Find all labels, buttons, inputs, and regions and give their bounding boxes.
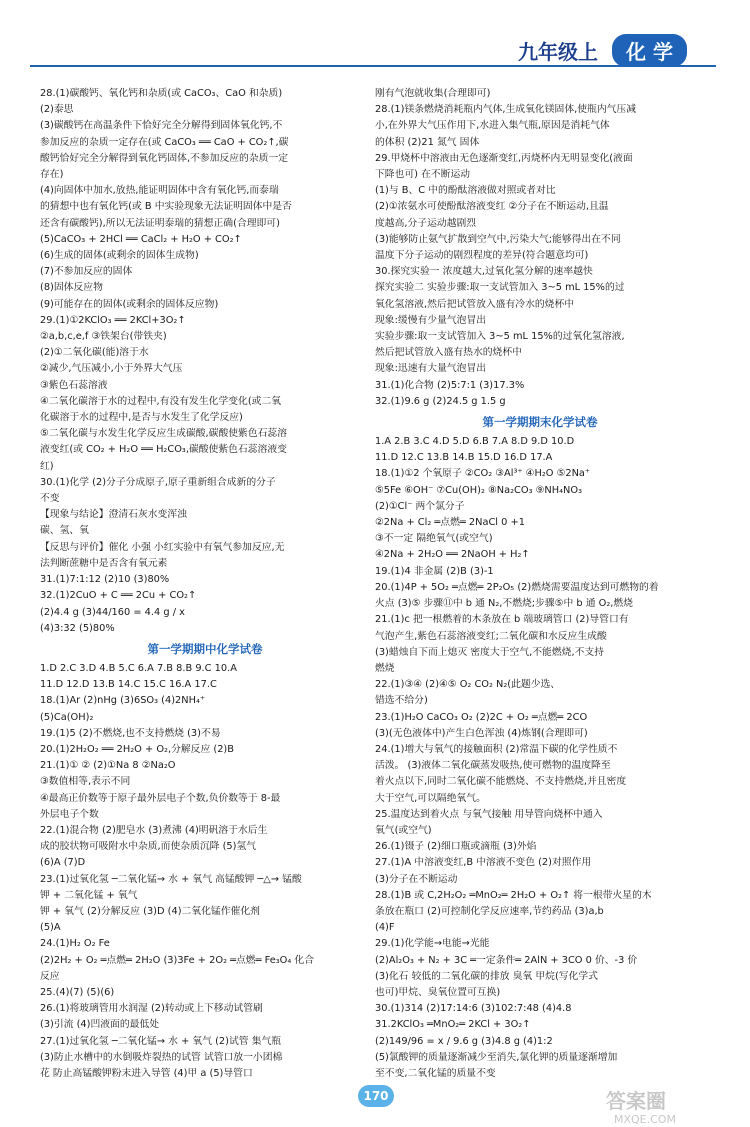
watermark-logo-icon — [600, 1086, 740, 1126]
answer-line: 29.甲烧杯中溶液由无色逐渐变红,丙烧杯内无明显变化(液面 — [375, 152, 633, 164]
answer-column-right — [375, 86, 705, 1082]
answer-line: (5)A — [40, 922, 61, 934]
answer-line: ⑤5Fe ⑥OH⁻ ⑦Cu(OH)₂ ⑧Na₂CO₃ ⑨NH₄NO₃ — [375, 484, 583, 496]
answer-line: 花 防止高锰酸钾粉末进入导管 (4)甲 a (5)导管口 — [40, 1067, 253, 1079]
answer-line: 24.(1)增大与氧气的接触面积 (2)常温下碳的化学性质不 — [375, 743, 618, 755]
answer-line: 探究实验二 实验步骤:取一支试管加入 3~5 mL 15%的过 — [375, 282, 625, 294]
answer-line: (2)149/96 = x / 9.6 g (3)4.8 g (4)1:2 — [375, 1035, 553, 1047]
answer-line: ④二氧化碳溶于水的过程中,有没有发生化学变化(或二氧 — [40, 395, 282, 407]
answer-line: ③紫色石蕊溶液 — [40, 379, 108, 391]
answer-line: 红) — [40, 460, 54, 472]
answer-line: 18.(1)Ar (2)nHg (3)6SO₃ (4)2NH₄⁺ — [40, 695, 206, 707]
answer-line: (5)氯酸钾的质量逐渐减少至消失,氯化钾的质量逐渐增加 — [375, 1051, 618, 1063]
answer-line: 度越高,分子运动越剧烈 — [375, 217, 477, 229]
answer-line: 条放在瓶口 (2)可控制化学反应速率,节约药品 (3)a,b — [375, 905, 604, 917]
answer-line: 22.(1)混合物 (2)肥皂水 (3)煮沸 (4)明矾溶于水后生 — [40, 824, 268, 836]
answer-line: 碳、氢、氧 — [40, 525, 89, 537]
answer-line: 错选不给分) — [375, 695, 428, 707]
answer-line: 30.探究实验一 浓度越大,过氧化氢分解的速率越快 — [375, 266, 593, 278]
header-rule — [30, 65, 716, 67]
answer-line: 着火点以下,同时二氧化碳不能燃烧、不支持燃烧,并且密度 — [375, 776, 627, 788]
grade-label: 九年级上 — [518, 40, 598, 64]
answer-line: 18.(1)①2 个氧原子 ②CO₂ ③Al³⁺ ④H₂O ⑤2Na⁺ — [375, 468, 591, 480]
answer-line: 小,在外界大气压作用下,水进入集气瓶,原因是消耗气体 — [375, 120, 610, 132]
answer-line: ③数值相等,表示不同 — [40, 776, 131, 788]
answer-line: 30.(1)化学 (2)分子分成原子,原子重新组合成新的分子 — [40, 476, 276, 488]
answer-line: (9)可能存在的固体(或剩余的固体反应物) — [40, 298, 219, 310]
answer-line: ②a,b,c,e,f ③铁架台(带铁夹) — [40, 331, 167, 343]
answer-line: 31.2KClO₃ ═MnO₂═ 2KCl + 3O₂↑ — [375, 1019, 531, 1031]
answer-line: 26.(1)镊子 (2)细口瓶或滴瓶 (3)外焰 — [375, 841, 537, 853]
answer-line: (3)化石 较低的二氧化碳的排放 臭氧 甲烷(写化学式 — [375, 970, 598, 982]
subject-badge: 化 学 — [612, 34, 687, 67]
answer-line: 21.(1)① ② (2)①Na 8 ②Na₂O — [40, 760, 176, 772]
answer-line: 燃烧 — [375, 662, 395, 674]
answer-line: 25.(4)(7) (5)(6) — [40, 986, 115, 998]
answer-line: 氧化氢溶液,然后把试管放入盛有冷水的烧杯中 — [375, 298, 575, 310]
answer-line: 刚有气泡就收集(合理即可) — [375, 88, 491, 99]
answer-line: 法判断蔗糖中是否含有氧元素 — [40, 557, 168, 569]
answer-line: 1.D 2.C 3.D 4.B 5.C 6.A 7.B 8.B 9.C 10.A — [40, 662, 237, 674]
answer-line: 20.(1)2H₂O₂ ══ 2H₂O + O₂,分解反应 (2)B — [40, 743, 234, 755]
answer-line: 28.(1)镁条燃烧消耗瓶内气体,生成氧化镁固体,使瓶内气压减 — [375, 104, 637, 116]
answer-line: 反应 — [40, 970, 60, 982]
answer-line: 19.(1)5 (2)不燃烧,也不支持燃烧 (3)不易 — [40, 727, 221, 739]
answer-line: (1)与 B、C 中的酚酞溶液做对照或者对比 — [375, 185, 556, 197]
answer-line: 还含有碳酸钙),所以无法证明泰瑞的猜想正确(合理即可) — [40, 217, 280, 229]
answer-line: (6)生成的固体(或剩余的固体生成物) — [40, 250, 199, 262]
answer-line: 24.(1)H₂ O₂ Fe — [40, 938, 110, 950]
answer-line: 23.(1)过氧化氢 ─二氧化锰→ 水 + 氧气 高锰酸钾 ─△→ 锰酸 — [40, 873, 302, 885]
answer-line: 27.(1)A 中溶液变红,B 中溶液不变色 (2)对照作用 — [375, 857, 592, 869]
answer-line: ③不一定 隔绝氧气(或空气) — [375, 533, 493, 545]
answer-line: 化碳溶于水的过程中,是否与水发生了化学反应) — [40, 412, 243, 424]
answer-line: 现象:缓慢有少量气泡冒出 — [375, 314, 487, 326]
answer-line: (3)防止水槽中的水倒吸炸裂热的试管 试管口放一小团棉 — [40, 1051, 283, 1063]
answer-line: 22.(1)③④ (2)④⑤ O₂ CO₂ N₂(此题少选、 — [375, 679, 561, 691]
answer-line: ④2Na + 2H₂O ══ 2NaOH + H₂↑ — [375, 549, 530, 561]
answer-line: (3)分子在不断运动 — [375, 873, 458, 885]
answer-line: 1.A 2.B 3.C 4.D 5.D 6.B 7.A 8.D 9.D 10.D — [375, 436, 575, 448]
answer-line: ④最高正价数等于原子最外层电子个数,负价数等于 8-最 — [40, 792, 281, 804]
answer-line: (3)(无色液体中)产生白色浑浊 (4)炼钢(合理即可) — [375, 727, 588, 739]
answer-line: 32.(1)9.6 g (2)24.5 g 1.5 g — [375, 395, 506, 407]
answer-line: 气泡产生,紫色石蕊溶液变红;二氧化碳和水反应生成酸 — [375, 630, 607, 642]
answer-line: (4)3:32 (5)80% — [40, 622, 115, 634]
answer-line: 32.(1)2CuO + C ══ 2Cu + CO₂↑ — [40, 590, 197, 602]
answer-line: 11.D 12.D 13.B 14.C 15.C 16.A 17.C — [40, 679, 217, 691]
answer-line: (3)碳酸钙在高温条件下恰好完全分解得到固体氧化钙,不 — [40, 120, 283, 132]
answer-line: 成的胶状物可吸附水中杂质,而使杂质沉降 (5)氢气 — [40, 841, 257, 853]
answer-line: (2)2H₂ + O₂ ═点燃═ 2H₂O (3)3Fe + 2O₂ ═点燃═ Fe₃O₄ 化合 — [40, 954, 315, 966]
answer-line: 31.(1)7:1:12 (2)10 (3)80% — [40, 574, 170, 586]
svg-text:答案圈: 答案圈 — [606, 1089, 666, 1113]
answer-line: (8)固体反应物 — [40, 282, 103, 294]
answer-line: (4)F — [375, 922, 395, 934]
section-title: 第一学期期中化学试卷 — [147, 641, 263, 656]
answer-line: (2)①Cl⁻ 两个氯分子 — [375, 500, 465, 512]
answer-line: 至不变,二氧化锰的质量不变 — [375, 1067, 496, 1079]
answer-line: (4)向固体中加水,放热,能证明固体中含有氧化钙,而泰瑞 — [40, 185, 279, 197]
answer-line: (3)能够防止氨气扩散到空气中,污染大气;能够得出在不同 — [375, 233, 621, 245]
answer-line: 液变红(或 CO₂ + H₂O ══ H₂CO₃,碳酸使紫色石蕊溶液变 — [40, 444, 287, 456]
answer-line: ⑤二氧化碳与水发生化学反应生成碳酸,碳酸使紫色石蕊溶 — [40, 428, 288, 440]
svg-text:MXQE.COM: MXQE.COM — [614, 1113, 676, 1126]
answer-column-left — [40, 86, 370, 1082]
answer-line: 活泼。 (3)液体二氧化碳蒸发吸热,使可燃物的温度降至 — [375, 760, 611, 772]
answer-line: 现象:迅速有大量气泡冒出 — [375, 363, 487, 375]
answer-line: ②2Na + Cl₂ ═点燃═ 2NaCl 0 +1 — [375, 517, 525, 529]
answer-line: 钾 + 二氧化锰 + 氧气 — [40, 889, 138, 901]
answer-line: 26.(1)将玻璃管用水润湿 (2)转动或上下移动试管刷 — [40, 1003, 263, 1015]
answer-line: 酸钙恰好完全分解得到氧化钙固体,不参加反应的杂质一定 — [40, 152, 289, 164]
answer-line: 28.(1)B 或 C,2H₂O₂ ═MnO₂═ 2H₂O + O₂↑ 将一根带火星的木 — [375, 889, 652, 901]
answer-line: 28.(1)碳酸钙、氧化钙和杂质(或 CaCO₃、CaO 和杂质) — [40, 88, 283, 99]
answer-line: 的猜想中也有氧化钙(或 B 中实验现象无法证明固体中是否 — [40, 201, 292, 213]
answer-line: 11.D 12.C 13.B 14.B 15.D 16.D 17.A — [375, 452, 553, 464]
answer-line: (6)A (7)D — [40, 857, 86, 869]
answer-line: 25.温度达到着火点 与氧气接触 用导管向烧杯中通入 — [375, 808, 603, 820]
answer-line: 27.(1)过氧化氢 ─二氧化锰→ 水 + 氧气 (2)试管 集气瓶 — [40, 1035, 282, 1047]
answer-line: 存在) — [40, 169, 64, 181]
answer-line: 下降也可) 在不断运动 — [375, 169, 471, 181]
answer-line: (2)①浓氨水可使酚酞溶液变红 ②分子在不断运动,且温 — [375, 201, 609, 213]
page-header — [0, 0, 750, 80]
answer-line: 【反思与评价】催化 小强 小红实验中有氧气参加反应,无 — [40, 541, 285, 553]
answer-line: 19.(1)4 非金属 (2)B (3)-1 — [375, 565, 494, 577]
answer-line: 参加反应的杂质一定存在(或 CaCO₃ ══ CaO + CO₂↑,碳 — [40, 136, 289, 148]
answer-line: (2)4.4 g (3)44/160 = 4.4 g / x — [40, 606, 185, 618]
answer-line: (3)引流 (4)凹液面的最低处 — [40, 1019, 160, 1031]
answer-line: (5)CaCO₃ + 2HCl ══ CaCl₂ + H₂O + CO₂↑ — [40, 233, 242, 245]
answer-line: 实验步骤:取一支试管加入 3~5 mL 15%的过氧化氢溶液, — [375, 331, 625, 343]
answer-line: 不变 — [40, 493, 60, 505]
answer-line: 31.(1)化合物 (2)5:7:1 (3)17.3% — [375, 379, 525, 391]
answer-line: 也可)甲烷、臭氧位置可互换) — [375, 986, 501, 998]
answer-line: ②减少,气压减小,小于外界大气压 — [40, 363, 183, 375]
section-title: 第一学期期末化学试卷 — [482, 415, 598, 430]
answer-line: 大于空气,可以隔绝氧气。 — [375, 792, 486, 804]
answer-line: (2)泰思 — [40, 104, 74, 116]
answer-line: 29.(1)化学能→电能→光能 — [375, 938, 490, 950]
answer-line: (7)不参加反应的固体 — [40, 266, 133, 278]
answer-line: 钾 + 氧气 (2)分解反应 (3)D (4)二氧化锰作催化剂 — [40, 905, 260, 917]
answer-line: (2)Al₂O₃ + N₂ + 3C ═一定条件═ 2AlN + 3CO 0 价、-3 价 — [375, 954, 638, 966]
answer-line: 21.(1)c 把一根燃着的木条放在 b 端玻璃管口 (2)导管口有 — [375, 614, 629, 626]
answer-line: 30.(1)314 (2)17:14:6 (3)102:7:48 (4)4.8 — [375, 1003, 572, 1015]
answer-line: 23.(1)H₂O CaCO₃ O₂ (2)2C + O₂ ═点燃═ 2CO — [375, 711, 588, 723]
answer-line: 外层电子个数 — [40, 808, 99, 820]
answer-line: 火点 (3)⑤ 步骤⑪中 b 通 N₂,不燃烧;步骤⑤中 b 通 O₂,燃烧 — [375, 598, 633, 610]
answer-line: 29.(1)①2KClO₃ ══ 2KCl+3O₂↑ — [40, 314, 186, 326]
answer-line: 氧气(或空气) — [375, 824, 432, 836]
answer-line: (5)Ca(OH)₂ — [40, 711, 94, 723]
answer-line: 【现象与结论】澄清石灰水变浑浊 — [40, 509, 187, 521]
answer-line: 然后把试管放入盛有热水的烧杯中 — [375, 347, 522, 359]
answer-line: (2)①二氧化碳(能)溶于水 — [40, 347, 149, 359]
answer-line: 的体积 (2)21 氮气 固体 — [375, 136, 480, 148]
answer-line: (3)蜡烛自下而上熄灭 密度大于空气,不能燃烧,不支持 — [375, 646, 604, 658]
answer-line: 温度下分子运动的剧烈程度的差异(符合题意均可) — [375, 250, 589, 262]
answer-line: 20.(1)4P + 5O₂ ═点燃═ 2P₂O₅ (2)燃烧需要温度达到可燃物的着 — [375, 581, 659, 593]
page-number: 170 — [358, 1085, 394, 1107]
